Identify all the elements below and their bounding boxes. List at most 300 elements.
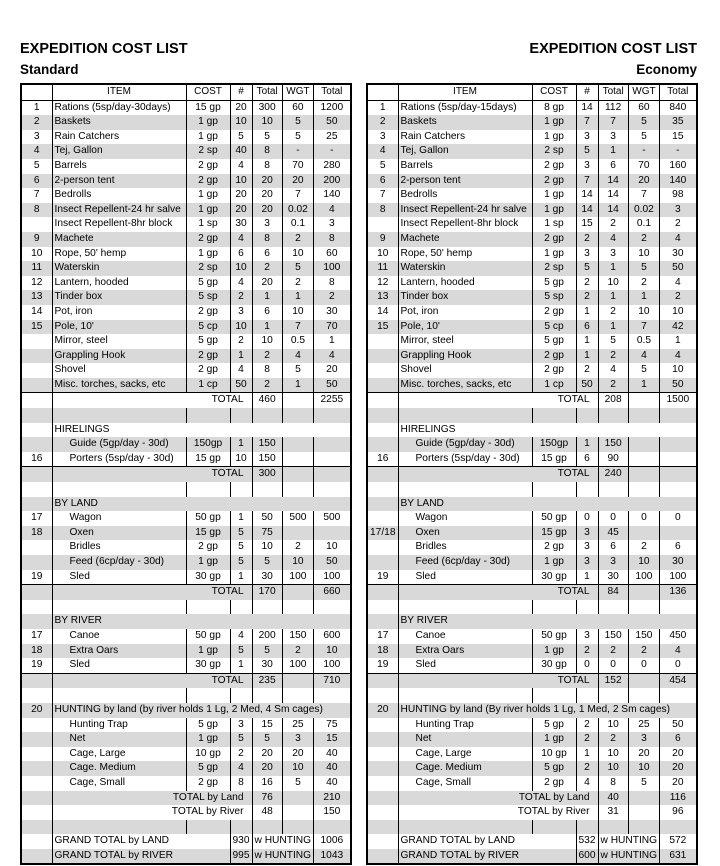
item-value: 5 gp (186, 761, 230, 776)
item-value: 2 (598, 217, 628, 232)
blank-cell (628, 688, 659, 703)
blank-cell (230, 408, 252, 423)
item-value: 1 gp (532, 555, 576, 570)
item-value: 70 (282, 159, 313, 174)
item-name: Wagon (398, 511, 532, 526)
item-value: 2 (598, 644, 628, 659)
table-row (367, 511, 697, 526)
item-name: Cage, Small (52, 776, 186, 791)
item-value: 50 (660, 718, 697, 733)
item-value: 1 gp (186, 247, 230, 262)
total-weight: 1500 (660, 393, 697, 408)
blank-cell (52, 600, 186, 615)
table-row (21, 320, 351, 335)
item-value: 7 (576, 115, 598, 130)
row-number: 10 (367, 247, 398, 262)
item-value: 8 (314, 276, 351, 291)
item-value: 20 (282, 747, 313, 762)
table-row (367, 437, 697, 452)
item-value: 25 (282, 718, 313, 733)
item-value: 1 (598, 144, 628, 159)
blank-cell (282, 820, 313, 835)
item-value: 4 (598, 363, 628, 378)
table-row (21, 305, 351, 320)
item-value: 1 cp (532, 378, 576, 393)
item-value: 7 (598, 115, 628, 130)
table-row (367, 761, 697, 776)
item-value: 2 (660, 290, 697, 305)
blank-cell (252, 688, 282, 703)
row-number: 19 (367, 570, 398, 585)
blank-cell (367, 467, 398, 482)
row-number: 3 (367, 130, 398, 145)
item-value: 10 (230, 320, 252, 335)
grand-total-label: GRAND TOTAL by LAND (398, 834, 576, 849)
blank-cell (186, 482, 230, 497)
item-value: 0 (628, 658, 659, 673)
total-label: TOTAL (52, 673, 252, 688)
row-number: 15 (367, 320, 398, 335)
item-value: 5 (252, 555, 282, 570)
item-value: 2 gp (186, 540, 230, 555)
blank-cell (660, 408, 697, 423)
item-name: Cage. Medium (398, 761, 532, 776)
item-value: 4 (230, 629, 252, 644)
section-label: BY RIVER (398, 614, 697, 629)
item-value: 2 (598, 349, 628, 364)
item-value: 1 (282, 378, 313, 393)
item-value: 1 (230, 437, 252, 452)
total-weight: 454 (660, 673, 697, 688)
item-value: 5 sp (186, 290, 230, 305)
table-row (367, 100, 697, 115)
item-value: 2 gp (186, 159, 230, 174)
item-value: 150 (628, 629, 659, 644)
item-name: Waterskin (52, 261, 186, 276)
item-value: 4 (230, 232, 252, 247)
item-value: 20 (230, 188, 252, 203)
item-value: 5 (282, 261, 313, 276)
item-value: 1 (660, 334, 697, 349)
item-value: 2 gp (532, 232, 576, 247)
blank-cell (628, 820, 659, 835)
table-row (21, 437, 351, 452)
item-value: 50 (576, 378, 598, 393)
item-value: 7 (282, 188, 313, 203)
item-value: 20 (660, 747, 697, 762)
item-value: 10 gp (532, 747, 576, 762)
table-row (21, 100, 351, 115)
row-number: 1 (367, 100, 398, 115)
table-row (21, 334, 351, 349)
item-value: 50 gp (186, 629, 230, 644)
table-row (367, 452, 697, 467)
column-header: Total (314, 84, 351, 100)
section-header (367, 497, 697, 512)
item-value: 5 gp (532, 334, 576, 349)
row-number: 18 (21, 644, 52, 659)
blank-cell (21, 408, 52, 423)
item-value: 60 (314, 247, 351, 262)
item-value: 14 (598, 203, 628, 218)
section-label: BY LAND (52, 497, 351, 512)
blank-row (21, 482, 351, 497)
item-name: Cage, Large (52, 747, 186, 762)
total-label: TOTAL (52, 467, 252, 482)
blank-cell (230, 600, 252, 615)
blank-cell (21, 849, 52, 865)
grand-total-row (367, 834, 697, 849)
blank-row (367, 408, 697, 423)
item-value: 50 (314, 115, 351, 130)
item-name: Porters (5sp/day - 30d) (52, 452, 186, 467)
total-label: TOTAL (398, 467, 598, 482)
total-label: TOTAL by River (398, 805, 598, 820)
column-header: COST (532, 84, 576, 100)
item-value: 2 sp (532, 144, 576, 159)
item-value: 75 (252, 526, 282, 541)
item-value: 15 gp (186, 452, 230, 467)
total-label: TOTAL (52, 585, 252, 600)
row-number: 19 (367, 658, 398, 673)
row-number (367, 718, 398, 733)
row-number: 5 (367, 159, 398, 174)
item-value: 4 (230, 761, 252, 776)
item-value: 6 (576, 452, 598, 467)
item-value: 42 (660, 320, 697, 335)
total-cost: 152 (598, 673, 628, 688)
blank-cell (532, 688, 576, 703)
blank-cell (52, 820, 186, 835)
item-value (314, 437, 351, 452)
total-cost: 76 (252, 791, 282, 806)
blank-cell (186, 688, 230, 703)
item-value: 20 (252, 761, 282, 776)
table-row (367, 747, 697, 762)
table-row (367, 644, 697, 659)
item-value: 6 (660, 540, 697, 555)
item-value: 5 gp (186, 718, 230, 733)
table-header-row (367, 84, 697, 100)
item-value: 3 (230, 718, 252, 733)
item-value: 7 (628, 320, 659, 335)
item-value: 2 (660, 217, 697, 232)
section-header (21, 423, 351, 438)
table-row (21, 363, 351, 378)
item-value: 30 (598, 570, 628, 585)
item-value: 100 (314, 658, 351, 673)
item-name: Cage, Large (398, 747, 532, 762)
item-value: 5 (230, 130, 252, 145)
item-value: 0 (660, 511, 697, 526)
section-label: HUNTING by land (By river holds 1 Lg, 1 Med, 2 Sm cages) (398, 703, 697, 718)
item-value: 4 (230, 363, 252, 378)
item-name: Pot, iron (398, 305, 532, 320)
item-name: Pole, 10' (52, 320, 186, 335)
item-name: Extra Oars (52, 644, 186, 659)
item-value: 5 (628, 261, 659, 276)
item-value: 7 (282, 320, 313, 335)
item-value: 10 (230, 261, 252, 276)
blank-cell (398, 482, 532, 497)
item-value: 2 gp (532, 776, 576, 791)
blank-cell (52, 482, 186, 497)
item-value: 0.5 (628, 334, 659, 349)
item-value: 3 (576, 629, 598, 644)
item-value: 20 (230, 203, 252, 218)
item-value: 200 (252, 629, 282, 644)
row-number: 14 (367, 305, 398, 320)
row-number (367, 217, 398, 232)
item-value: 1 (576, 437, 598, 452)
item-value: 1 (230, 349, 252, 364)
grand-total-label: GRAND TOTAL by LAND (52, 834, 230, 849)
row-number: 20 (367, 703, 398, 718)
table-row (21, 349, 351, 364)
item-value: 100 (314, 261, 351, 276)
item-value: 2 gp (532, 349, 576, 364)
item-value: 4 (230, 276, 252, 291)
item-value: 8 (252, 232, 282, 247)
item-value: 2 gp (532, 305, 576, 320)
hunting-label: w HUNTING (252, 834, 314, 849)
item-value: 10 (598, 761, 628, 776)
column-header: Total (660, 84, 697, 100)
total-weight: 116 (660, 791, 697, 806)
item-value: 60 (282, 100, 313, 115)
blank-row (367, 820, 697, 835)
table-row (367, 555, 697, 570)
item-value: 20 (230, 100, 252, 115)
item-value: 1 (230, 570, 252, 585)
item-value: 4 (628, 349, 659, 364)
blank-cell (186, 408, 230, 423)
item-name: Canoe (52, 629, 186, 644)
item-value (660, 526, 697, 541)
item-value: 5 cp (532, 320, 576, 335)
item-name: 2-person tent (52, 174, 186, 189)
item-name: 2-person tent (398, 174, 532, 189)
item-value: 50 (660, 261, 697, 276)
row-number: 17/18 (367, 526, 398, 541)
item-value: 600 (314, 629, 351, 644)
item-value: 0 (628, 511, 659, 526)
item-value: 0 (660, 658, 697, 673)
item-value: 6 (252, 305, 282, 320)
row-number: 13 (21, 290, 52, 305)
total-row (367, 673, 697, 688)
row-number: 12 (21, 276, 52, 291)
item-value: 2 gp (186, 305, 230, 320)
item-name: Net (398, 732, 532, 747)
item-value: 1 (598, 290, 628, 305)
row-number: 16 (21, 452, 52, 467)
item-value: 2 (576, 732, 598, 747)
row-number: 12 (367, 276, 398, 291)
row-number (21, 349, 52, 364)
item-value: 5 (628, 776, 659, 791)
total-cost: 300 (252, 467, 282, 482)
blank-cell (282, 408, 313, 423)
item-name: Pot, iron (52, 305, 186, 320)
item-name: Shovel (398, 363, 532, 378)
item-value: 10 (660, 305, 697, 320)
item-value: 1 (314, 334, 351, 349)
item-value: 1200 (314, 100, 351, 115)
item-value: 70 (628, 159, 659, 174)
item-value: 140 (660, 174, 697, 189)
row-number (21, 555, 52, 570)
item-value: 1 gp (186, 555, 230, 570)
header-num (21, 84, 52, 100)
hunting-label: w HUNTING (598, 849, 660, 865)
blank-row (367, 688, 697, 703)
item-name: Shovel (52, 363, 186, 378)
blank-cell (628, 673, 659, 688)
blank-cell (282, 482, 313, 497)
section-label: BY LAND (398, 497, 697, 512)
item-value: 30 (660, 247, 697, 262)
table-row (21, 540, 351, 555)
item-value: 50 (314, 555, 351, 570)
blank-cell (21, 805, 52, 820)
item-value: 3 (598, 130, 628, 145)
item-value: 300 (252, 100, 282, 115)
row-number (21, 334, 52, 349)
table-row (21, 247, 351, 262)
item-value: 5 (576, 261, 598, 276)
row-number (367, 437, 398, 452)
item-value: 1 (576, 747, 598, 762)
item-name: Sled (52, 570, 186, 585)
blank-cell (367, 408, 398, 423)
row-number: 6 (367, 174, 398, 189)
item-value: 20 (314, 363, 351, 378)
blank-cell (532, 820, 576, 835)
blank-cell (282, 393, 313, 408)
blank-cell (367, 791, 398, 806)
total-row (367, 393, 697, 408)
item-value: 2 (252, 378, 282, 393)
item-value: 100 (314, 570, 351, 585)
row-number: 19 (21, 570, 52, 585)
blank-cell (230, 482, 252, 497)
blank-cell (367, 849, 398, 865)
item-value: 4 (598, 232, 628, 247)
blank-cell (21, 688, 52, 703)
item-value: 50 gp (532, 629, 576, 644)
blank-row (367, 482, 697, 497)
table-row (21, 261, 351, 276)
item-value: 100 (628, 570, 659, 585)
item-value: 5 gp (532, 718, 576, 733)
item-name: Mirror, steel (398, 334, 532, 349)
total-weight: 136 (660, 585, 697, 600)
blank-cell (598, 600, 628, 615)
grand-total-value: 600 (576, 849, 598, 865)
blank-cell (314, 408, 351, 423)
item-value: 1 (230, 658, 252, 673)
item-value: 1 (628, 378, 659, 393)
row-number (367, 497, 398, 512)
column-header: ITEM (52, 84, 186, 100)
blank-cell (576, 408, 598, 423)
column-header: Total (598, 84, 628, 100)
item-value: 2 (628, 276, 659, 291)
item-value: 1 (628, 290, 659, 305)
item-value: 7 (576, 174, 598, 189)
item-value: 150gp (532, 437, 576, 452)
item-value: 5 (576, 144, 598, 159)
row-number (21, 217, 52, 232)
total-label: TOTAL (52, 393, 252, 408)
item-value: 1 gp (532, 203, 576, 218)
item-name: Mirror, steel (52, 334, 186, 349)
item-value: 0 (576, 658, 598, 673)
blank-cell (21, 791, 52, 806)
item-value: - (282, 144, 313, 159)
section-header (367, 703, 697, 718)
row-number: 10 (21, 247, 52, 262)
blank-cell (252, 600, 282, 615)
grand-total-row (21, 834, 351, 849)
item-value: 20 (660, 761, 697, 776)
blank-cell (532, 482, 576, 497)
item-value: 4 (230, 159, 252, 174)
column-header: COST (186, 84, 230, 100)
item-value: 2 (314, 290, 351, 305)
table-row (21, 761, 351, 776)
item-value: 2 (252, 261, 282, 276)
blank-cell (282, 600, 313, 615)
table-row (367, 540, 697, 555)
item-value: 5 gp (186, 334, 230, 349)
item-value: 5 (252, 130, 282, 145)
row-number (367, 378, 398, 393)
row-number: 4 (21, 144, 52, 159)
item-value: 14 (598, 174, 628, 189)
item-value: 20 (628, 174, 659, 189)
table-row (367, 305, 697, 320)
item-value: 0 (576, 511, 598, 526)
item-name: Bridles (52, 540, 186, 555)
item-value: 3 (576, 555, 598, 570)
item-value: 4 (576, 776, 598, 791)
item-value: 10 (230, 115, 252, 130)
item-value: 8 gp (532, 100, 576, 115)
table-row (367, 261, 697, 276)
hunting-label: w HUNTING (598, 834, 660, 849)
table-row (367, 276, 697, 291)
table-row (21, 658, 351, 673)
total-row (21, 673, 351, 688)
row-number: 19 (21, 658, 52, 673)
item-value: 15 gp (532, 452, 576, 467)
standard-title: EXPEDITION COST LIST (20, 41, 188, 57)
item-name: Hunting Trap (52, 718, 186, 733)
table-row (21, 144, 351, 159)
item-value: 3 (576, 526, 598, 541)
column-header: WGT (628, 84, 659, 100)
item-value: 1 cp (186, 378, 230, 393)
total-cost: 240 (598, 467, 628, 482)
blank-row (21, 820, 351, 835)
blank-cell (21, 585, 52, 600)
item-value: 5 (628, 363, 659, 378)
item-value: 4 (282, 349, 313, 364)
item-value: 2 (282, 644, 313, 659)
blank-cell (628, 585, 659, 600)
